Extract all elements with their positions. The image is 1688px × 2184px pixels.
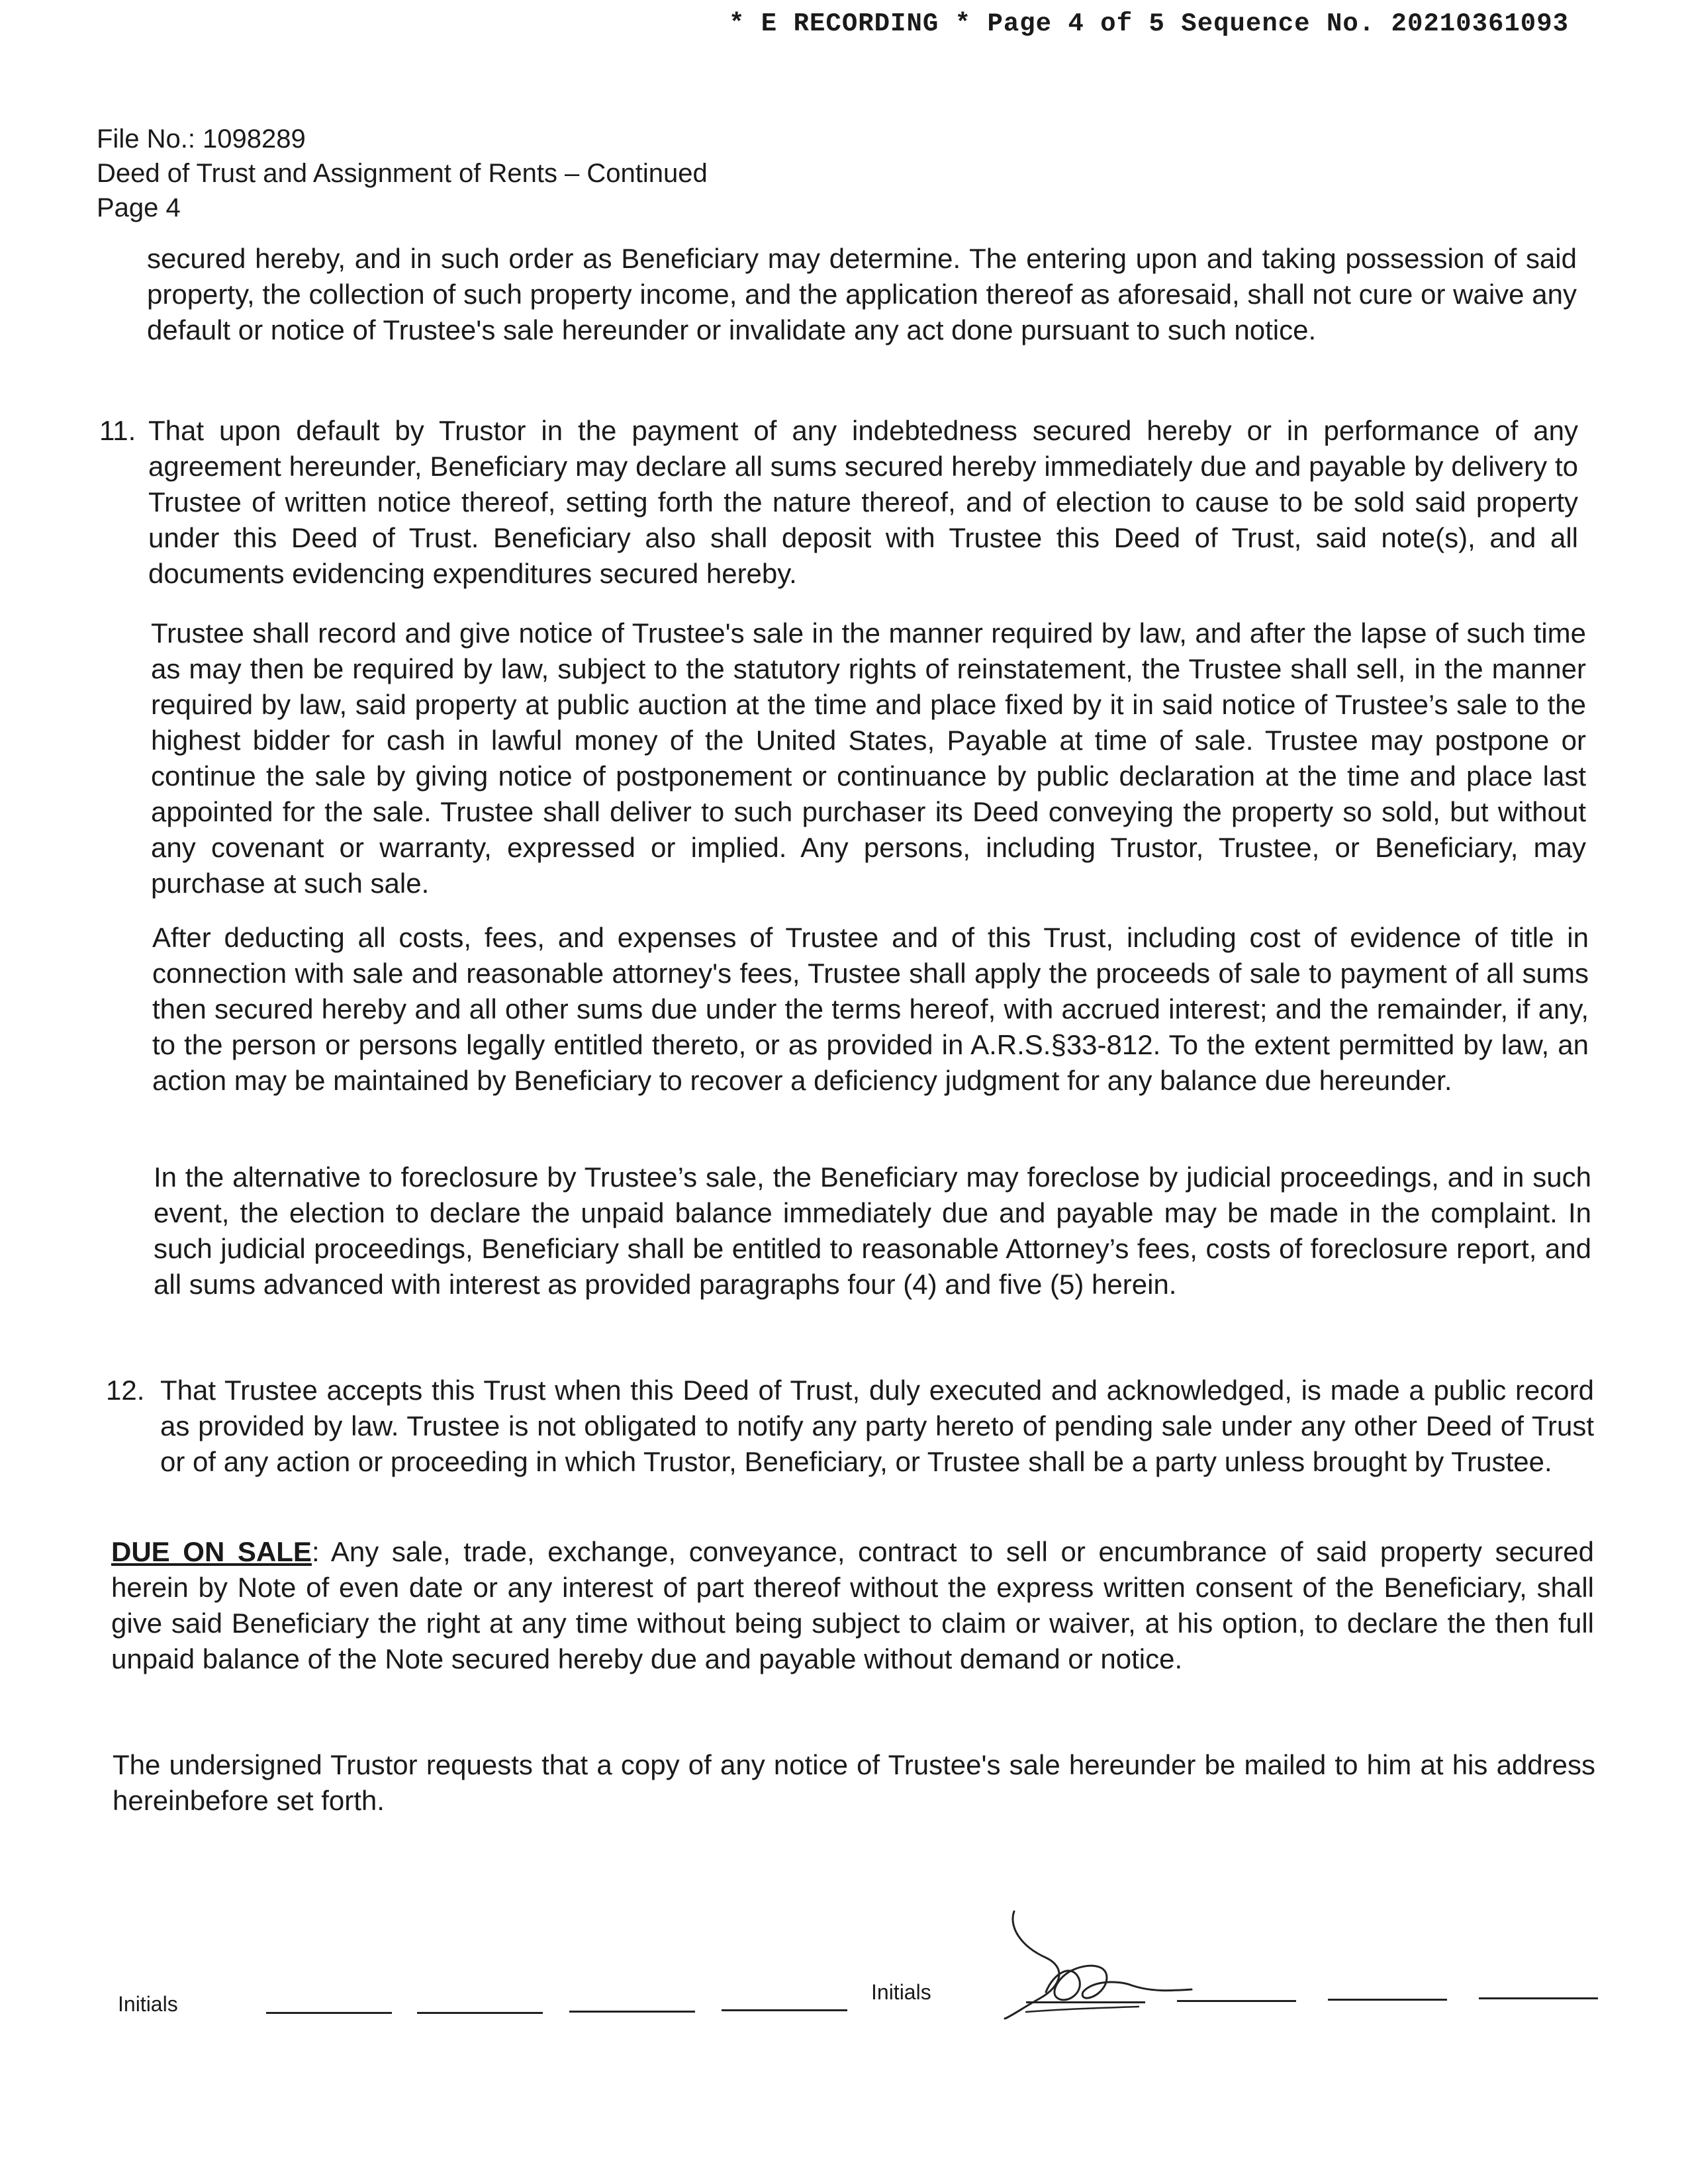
initials-label-right: Initials	[871, 1980, 931, 2004]
document-title: Deed of Trust and Assignment of Rents – Continued	[97, 159, 708, 188]
initials-line	[1328, 1999, 1447, 2001]
item-11-text: That upon default by Trustor in the payment of any indebtedness secured hereby or in performance of any agreement hereunder, Beneficiary may declare all sums secured hereby immediately due and payable by delivery to Trustee of written notice thereof, setting forth the nature thereof, and of election to cause to be sold said property under this Deed of Trust. Beneficiary also shall deposit with Trustee this Deed of Trust, said note(s), and all documents evidencing expenditures secured hereby.	[148, 415, 1578, 589]
initials-line	[417, 2012, 543, 2014]
due-on-sale-paragraph	[111, 1534, 1594, 1677]
initials-label-left: Initials	[118, 1992, 178, 2016]
due-on-sale-label: DUE ON SALE	[111, 1536, 312, 1567]
initials-line	[1479, 1997, 1598, 1999]
trustee-sale-paragraph: Trustee shall record and give notice of Trustee's sale in the manner required by law, and after the lapse of such time as may then be required by law, subject to the statutory rights of reinstatement, the Trustee shall sell, in the manner required by law, said property at public auction at the time and place fixed by it in said notice of Trustee’s sale to the highest bidder for cash in lawful money of the United States, Payable at time of sale. Trustee may postpone or continue the sale by giving notice of postponement or continuance by public declaration at the time and place last appointed for the sale. Trustee shall deliver to such purchaser its Deed conveying the property so sold, but without any covenant or warranty, expressed or implied. Any persons, including Trustor, Trustee, or Beneficiary, may purchase at such sale.	[151, 617, 1586, 899]
initials-line	[722, 2009, 847, 2011]
continued-paragraph: secured hereby, and in such order as Beneficiary may determine. The entering upon and taking possession of said property, the collection of such property income, and the application thereof as aforesaid, shall not cure or waive any default or notice of Trustee's sale hereunder or invalidate any act done pursuant to such notice.	[147, 243, 1577, 345]
item-11-number: 11.	[99, 415, 136, 446]
document-header	[97, 122, 708, 225]
page-label: Page 4	[97, 193, 181, 222]
mailing-request-paragraph: The undersigned Trustor requests that a copy of any notice of Trustee's sale hereunder be mailed to him at his address hereinbefore set forth.	[113, 1749, 1595, 1816]
file-number: File No.: 1098289	[97, 124, 306, 154]
judicial-foreclosure-paragraph: In the alternative to foreclosure by Trustee’s sale, the Beneficiary may foreclose by judicial proceedings, and in such event, the election to declare the unpaid balance immediately due and payable may be made in the complaint. In such judicial proceedings, Beneficiary shall be entitled to reasonable Attorney’s fees, costs of foreclosure report, and all sums advanced with interest as provided paragraphs four (4) and five (5) herein.	[154, 1161, 1591, 1300]
recording-header: * E RECORDING * Page 4 of 5 Sequence No. 20210361093	[729, 9, 1569, 38]
item-12-number: 12.	[106, 1375, 145, 1406]
initials-line	[569, 2011, 695, 2013]
handwritten-initials-signature	[1000, 1906, 1198, 2025]
proceeds-paragraph: After deducting all costs, fees, and expenses of Trustee and of this Trust, including cost of evidence of title in connection with sale and reasonable attorney's fees, Trustee shall apply the proceeds of sale to payment of all sums then secured hereby and all other sums due under the terms hereof, with accrued interest; and the remainder, if any, to the person or persons legally entitled thereto, or as provided in A.R.S.§33-812. To the extent permitted by law, an action may be maintained by Beneficiary to recover a deficiency judgment for any balance due hereunder.	[152, 922, 1589, 1096]
item-12-text: That Trustee accepts this Trust when this Deed of Trust, duly executed and acknowledged, is made a public record as provided by law. Trustee is not obligated to notify any party hereto of pending sale under any other Deed of Trust or of any action or proceeding in which Trustor, Beneficiary, or Trustee shall be a party unless brought by Trustee.	[160, 1375, 1594, 1477]
due-on-sale-text: : Any sale, trade, exchange, conveyance, contract to sell or encumbrance of said property secured herein by Note of even date or any interest of part thereof without the express written consent of the Beneficiary, shall give said Beneficiary the right at any time without being subject to claim or waiver, at his option, to declare the then full unpaid balance of the Note secured hereby due and payable without demand or notice.	[111, 1536, 1594, 1674]
initials-line	[266, 2012, 392, 2014]
